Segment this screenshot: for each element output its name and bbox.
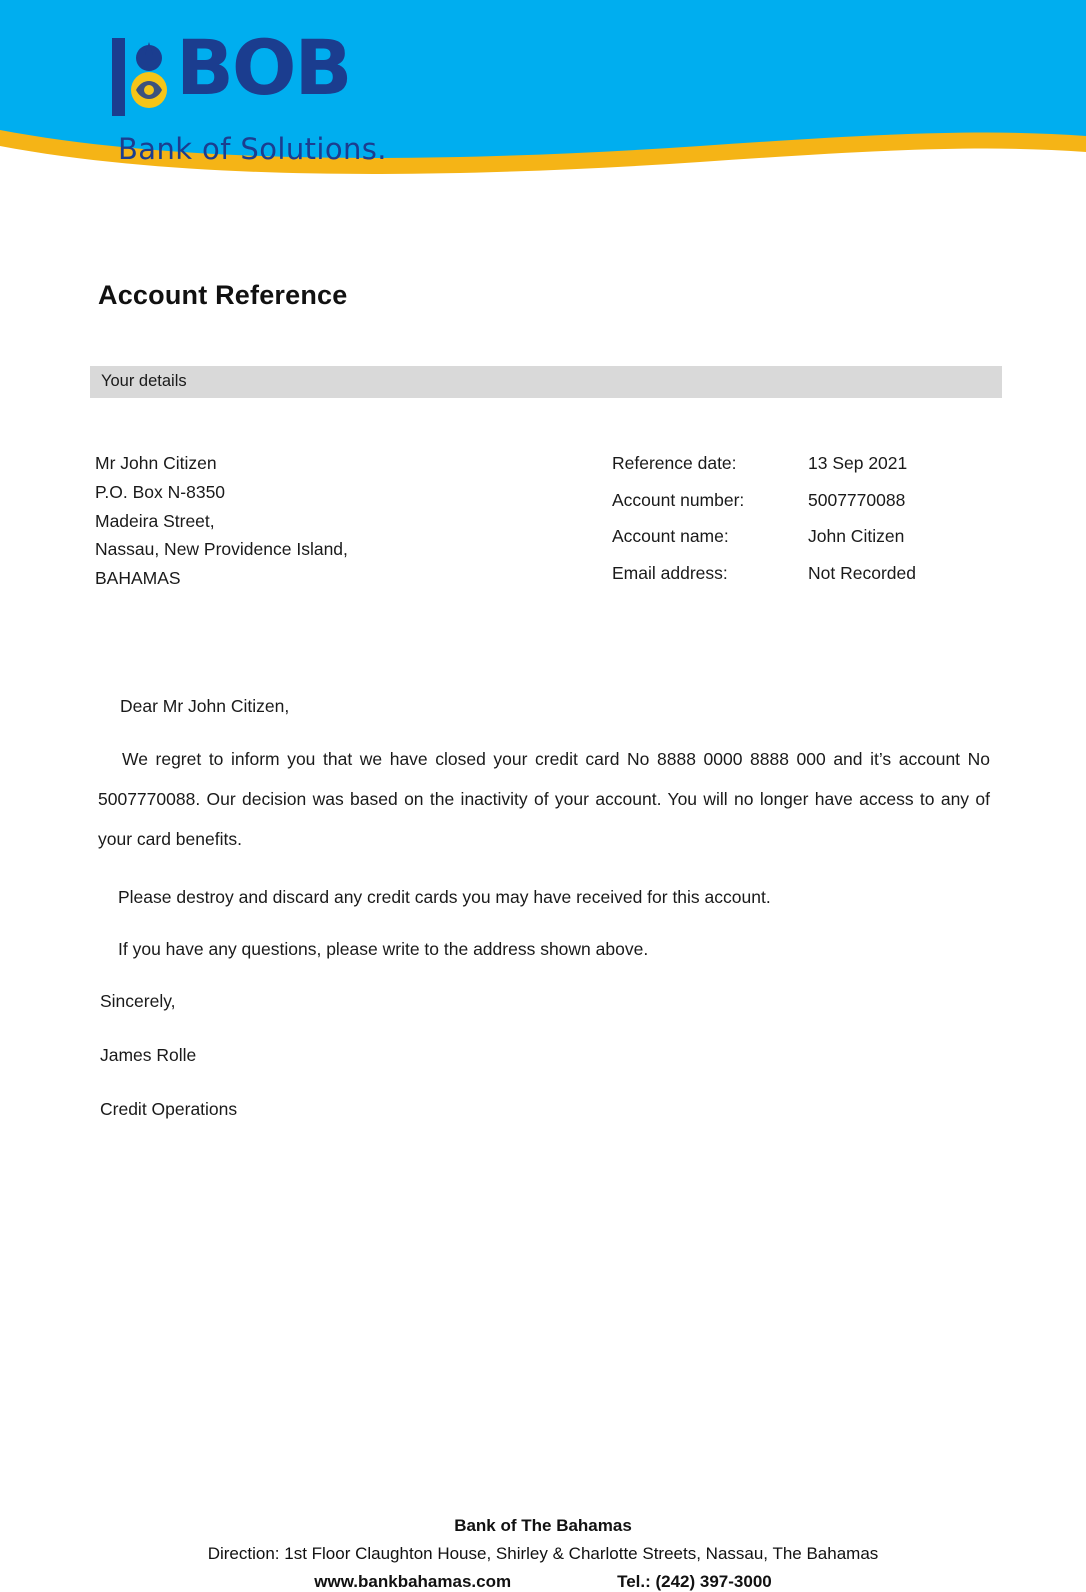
letter-signature-block — [100, 987, 990, 1123]
detail-label-reference-date: Reference date: — [612, 453, 737, 473]
section-header-bar — [90, 366, 1002, 398]
recipient-line-1: Mr John Citizen — [95, 453, 217, 473]
page-title: Account Reference — [98, 280, 348, 310]
footer-contact-row — [0, 1572, 1086, 1592]
letter-content — [98, 696, 990, 1149]
table-row — [612, 559, 916, 596]
detail-label-email-address: Email address: — [612, 562, 728, 583]
logo-wordmark: BOB — [176, 23, 351, 112]
letterhead-banner — [0, 0, 1086, 176]
footer-bank-name: Bank of The Bahamas — [454, 1516, 632, 1535]
detail-label-account-name: Account name: — [612, 526, 729, 546]
recipient-line-3: Madeira Street, — [95, 510, 215, 531]
detail-value-reference-date: 13 Sep 2021 — [808, 453, 908, 473]
document-footer — [0, 1516, 1086, 1592]
logo-tagline: Bank of Solutions. — [118, 132, 387, 166]
letter-paragraph-2: Please destroy and discard any credit cards you may have received for this account. — [118, 887, 771, 907]
letter-salutation: Dear Mr John Citizen, — [120, 696, 290, 716]
letter-closing: Sincerely, — [100, 991, 176, 1011]
detail-value-account-name: John Citizen — [808, 526, 905, 546]
recipient-line-4: Nassau, New Providence Island, — [95, 539, 348, 560]
letter-paragraph-1: We regret to inform you that we have closed your credit card No 8888 0000 8888 000 and it’s account No 5007770088. Our decision was based on the inactivity of your account. You will no longer have access to any of your card benefits. — [98, 749, 990, 849]
logo-emblem-icon — [112, 38, 174, 116]
table-row — [612, 449, 916, 486]
recipient-line-5: BAHAMAS — [95, 568, 181, 589]
footer-website[interactable]: www.bankbahamas.com — [314, 1572, 512, 1591]
footer-address: Direction: 1st Floor Claughton House, Shirley & Charlotte Streets, Nassau, The Bahamas — [207, 1544, 879, 1563]
section-header-label: Your details — [101, 372, 187, 390]
signer-name: James Rolle — [100, 1045, 197, 1065]
detail-label-account-number: Account number: — [612, 489, 745, 510]
signer-title: Credit Operations — [100, 1099, 238, 1119]
detail-value-email-address: Not Recorded — [808, 562, 916, 583]
account-details-table — [612, 449, 916, 595]
bank-logo — [112, 23, 532, 166]
letter-paragraph-3: If you have any questions, please write to the address shown above. — [118, 939, 649, 959]
table-row — [612, 522, 916, 559]
footer-phone: Tel.: (242) 397-3000 — [617, 1572, 772, 1591]
recipient-address — [95, 449, 565, 593]
recipient-line-2: P.O. Box N-8350 — [95, 481, 226, 502]
table-row — [612, 486, 916, 523]
detail-value-account-number: 5007770088 — [808, 489, 906, 510]
